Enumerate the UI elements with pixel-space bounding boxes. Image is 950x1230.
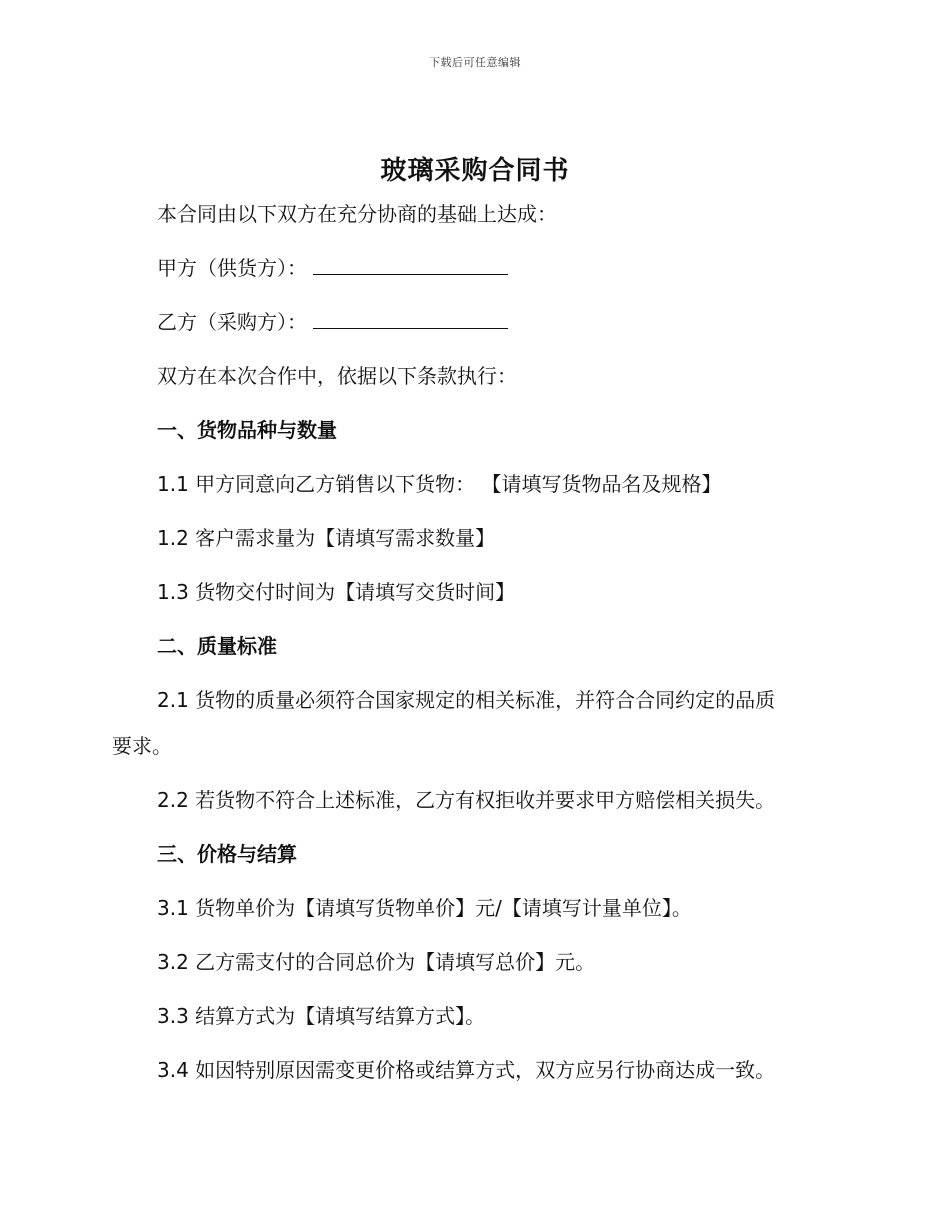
section-2-heading: 二、质量标准 <box>157 634 277 658</box>
header-note: 下载后可任意编辑 <box>429 56 521 69</box>
document-title: 玻璃采购合同书 <box>380 156 570 186</box>
party-b-blank[interactable] <box>313 310 508 329</box>
party-b-label: 乙方（采购方）： <box>157 310 307 334</box>
terms-intro: 双方在本次合作中，依据以下条款执行： <box>157 364 517 388</box>
clause-1-2: 1.2 客户需求量为【请填写需求数量】 <box>157 526 496 550</box>
party-a-label: 甲方（供货方）： <box>157 256 307 280</box>
section-3-heading: 三、价格与结算 <box>157 842 297 866</box>
clause-2-1-line-1: 2.1 货物的质量必须符合国家规定的相关标准，并符合合同约定的品质 <box>157 688 776 712</box>
clause-1-3: 1.3 货物交付时间为【请填写交货时间】 <box>157 580 516 604</box>
clause-1-1: 1.1 甲方同意向乙方销售以下货物： 【请填写货物品名及规格】 <box>157 472 722 496</box>
clause-2-2: 2.2 若货物不符合上述标准，乙方有权拒收并要求甲方赔偿相关损失。 <box>157 788 776 812</box>
clause-3-2: 3.2 乙方需支付的合同总价为【请填写总价】元。 <box>157 950 596 974</box>
clause-3-4: 3.4 如因特别原因需变更价格或结算方式，双方应另行协商达成一致。 <box>157 1058 776 1082</box>
party-a-line <box>157 254 508 282</box>
party-b-line <box>157 308 508 336</box>
section-1-heading: 一、货物品种与数量 <box>157 418 337 442</box>
clause-3-1: 3.1 货物单价为【请填写货物单价】元/【请填写计量单位】。 <box>157 896 692 920</box>
intro-paragraph: 本合同由以下双方在充分协商的基础上达成： <box>157 202 557 226</box>
clause-3-3: 3.3 结算方式为【请填写结算方式】。 <box>157 1004 486 1028</box>
party-a-blank[interactable] <box>313 256 508 275</box>
clause-2-1-line-2: 要求。 <box>112 734 172 758</box>
